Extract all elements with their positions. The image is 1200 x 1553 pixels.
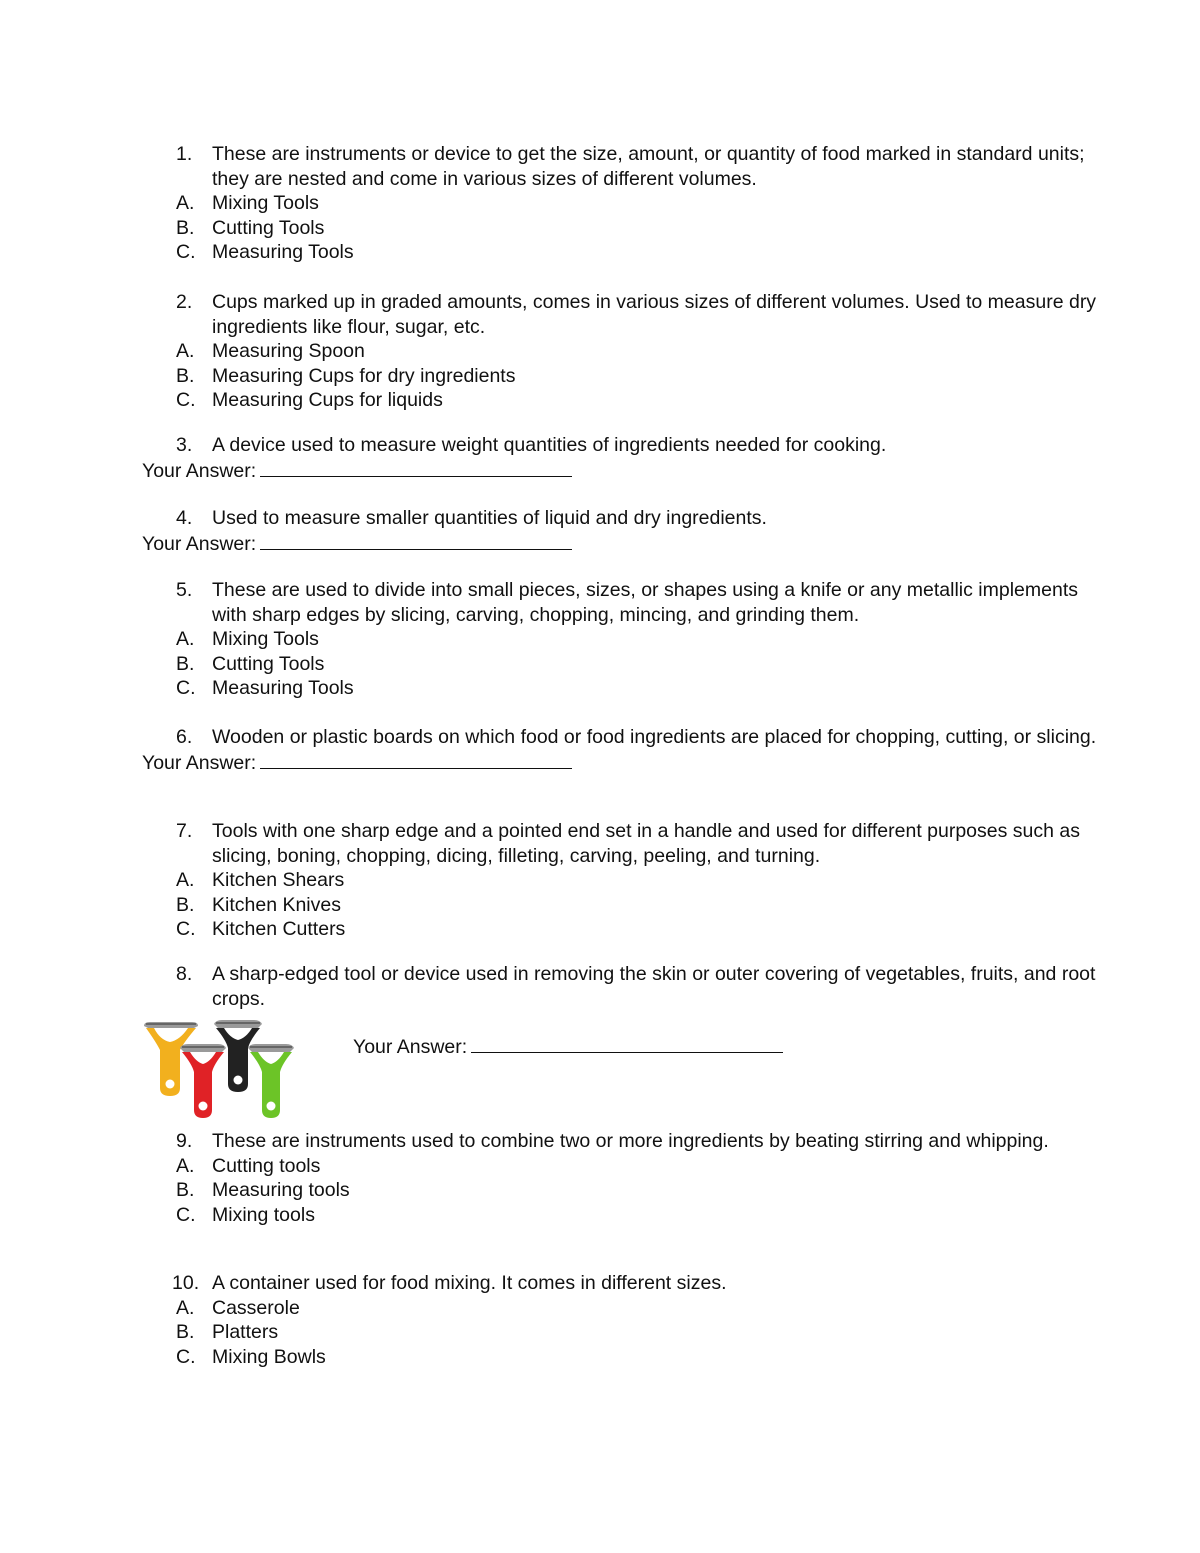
question-2-stem bbox=[140, 290, 1100, 339]
question-10 bbox=[140, 1271, 1100, 1369]
answer-blank[interactable] bbox=[260, 458, 572, 477]
question-6 bbox=[140, 725, 1100, 775]
question-text: A container used for food mixing. It comes in different sizes. bbox=[212, 1272, 727, 1294]
option-c[interactable] bbox=[140, 1203, 1100, 1228]
option-text: Kitchen Cutters bbox=[212, 918, 346, 940]
question-10-stem bbox=[140, 1271, 1100, 1296]
answer-label: Your Answer: bbox=[142, 459, 257, 482]
question-4 bbox=[140, 506, 1100, 556]
question-3 bbox=[140, 433, 1100, 483]
question-5 bbox=[140, 578, 1100, 701]
option-letter: C. bbox=[176, 918, 196, 940]
option-letter: B. bbox=[176, 1179, 195, 1201]
option-c[interactable] bbox=[140, 1345, 1100, 1370]
option-c[interactable] bbox=[140, 676, 1100, 701]
question-2 bbox=[140, 290, 1100, 413]
question-number: 1. bbox=[176, 143, 193, 165]
option-text: Cutting tools bbox=[212, 1154, 321, 1177]
question-8 bbox=[140, 962, 1100, 1011]
option-text: Measuring Cups for dry ingredients bbox=[212, 364, 516, 387]
option-text: Measuring tools bbox=[212, 1179, 350, 1201]
option-c[interactable] bbox=[140, 388, 1100, 413]
answer-label: Your Answer: bbox=[142, 751, 257, 774]
option-b[interactable] bbox=[140, 216, 1100, 241]
question-text: These are instruments used to combine two or more ingredients by beating stirring and whipping. bbox=[212, 1130, 1049, 1152]
option-text: Cutting Tools bbox=[212, 652, 325, 675]
option-text: Mixing Tools bbox=[212, 192, 319, 214]
option-letter: C. bbox=[176, 1345, 196, 1368]
question-7 bbox=[140, 819, 1100, 942]
option-c[interactable] bbox=[140, 917, 1100, 942]
question-4-stem bbox=[140, 506, 1100, 531]
option-text: Measuring Cups for liquids bbox=[212, 389, 443, 411]
question-number: 5. bbox=[176, 579, 193, 601]
question-3-stem bbox=[140, 433, 1100, 458]
option-letter: C. bbox=[176, 1203, 196, 1226]
question-text: Cups marked up in graded amounts, comes in various sizes of different volumes. Used to measure dry ingredients like flour, sugar, etc. bbox=[212, 291, 1097, 338]
answer-line bbox=[140, 458, 1100, 484]
question-1 bbox=[140, 142, 1100, 265]
question-number: 2. bbox=[176, 291, 193, 313]
option-text: Kitchen Knives bbox=[212, 893, 341, 916]
option-letter: B. bbox=[176, 216, 195, 239]
question-text: A sharp-edged tool or device used in removing the skin or outer covering of vegetables, fruits, and root crops. bbox=[212, 963, 1096, 1010]
option-letter: A. bbox=[176, 340, 195, 362]
option-letter: A. bbox=[176, 192, 195, 214]
option-text: Cutting Tools bbox=[212, 216, 325, 239]
answer-label: Your Answer: bbox=[142, 532, 257, 555]
option-a[interactable] bbox=[140, 1296, 1100, 1321]
option-letter: C. bbox=[176, 389, 196, 411]
option-b[interactable] bbox=[140, 652, 1100, 677]
question-number: 7. bbox=[176, 820, 193, 842]
question-5-stem bbox=[140, 578, 1100, 627]
question-number: 3. bbox=[176, 434, 193, 456]
answer-blank[interactable] bbox=[260, 531, 572, 550]
option-letter: B. bbox=[176, 652, 195, 675]
question-8-answer-line bbox=[353, 1034, 783, 1060]
option-letter: A. bbox=[176, 869, 195, 891]
option-a[interactable] bbox=[140, 868, 1100, 893]
question-1-stem bbox=[140, 142, 1100, 191]
red-peeler-icon bbox=[180, 1044, 226, 1118]
option-text: Measuring Spoon bbox=[212, 340, 365, 362]
option-letter: A. bbox=[176, 1154, 195, 1177]
option-text: Platters bbox=[212, 1321, 279, 1343]
option-text: Mixing tools bbox=[212, 1203, 315, 1226]
option-b[interactable] bbox=[140, 893, 1100, 918]
option-text: Mixing Tools bbox=[212, 628, 319, 650]
option-text: Mixing Bowls bbox=[212, 1345, 326, 1368]
question-text: Used to measure smaller quantities of liquid and dry ingredients. bbox=[212, 507, 767, 529]
question-9 bbox=[140, 1129, 1100, 1227]
option-b[interactable] bbox=[140, 364, 1100, 389]
answer-blank[interactable] bbox=[260, 750, 572, 769]
answer-line bbox=[140, 750, 1100, 776]
question-7-stem bbox=[140, 819, 1100, 868]
answer-label: Your Answer: bbox=[353, 1036, 468, 1058]
question-number: 6. bbox=[176, 726, 193, 748]
question-number: 9. bbox=[176, 1130, 193, 1152]
question-text: Tools with one sharp edge and a pointed end set in a handle and used for different purposes such as slicing, boning, chopping, dicing, filleting, carving, peeling, and turning. bbox=[212, 820, 1080, 867]
option-a[interactable] bbox=[140, 339, 1100, 364]
question-text: These are used to divide into small pieces, sizes, or shapes using a knife or any metallic implements with sharp edges by slicing, carving, chopping, mincing, and grinding them. bbox=[212, 579, 1078, 626]
question-9-stem bbox=[140, 1129, 1100, 1154]
question-number: 8. bbox=[176, 963, 193, 985]
option-letter: B. bbox=[176, 1321, 195, 1343]
question-text: Wooden or plastic boards on which food or food ingredients are placed for chopping, cutting, or slicing. bbox=[212, 726, 1097, 748]
question-number: 4. bbox=[176, 507, 193, 529]
option-a[interactable] bbox=[140, 1154, 1100, 1179]
option-c[interactable] bbox=[140, 240, 1100, 265]
question-number: 10. bbox=[172, 1272, 200, 1294]
option-letter: C. bbox=[176, 677, 196, 699]
option-b[interactable] bbox=[140, 1320, 1100, 1345]
answer-line bbox=[140, 531, 1100, 557]
option-b[interactable] bbox=[140, 1178, 1100, 1203]
option-letter: B. bbox=[176, 364, 195, 387]
option-letter: A. bbox=[176, 628, 195, 650]
option-letter: B. bbox=[176, 893, 195, 916]
option-text: Measuring Tools bbox=[212, 241, 354, 263]
green-peeler-icon bbox=[248, 1044, 294, 1118]
option-text: Measuring Tools bbox=[212, 677, 354, 699]
question-8-stem bbox=[140, 962, 1100, 1011]
option-a[interactable] bbox=[140, 627, 1100, 652]
question-6-stem bbox=[140, 725, 1100, 750]
question-text: A device used to measure weight quantities of ingredients needed for cooking. bbox=[212, 434, 887, 456]
option-letter: A. bbox=[176, 1296, 195, 1319]
option-a[interactable] bbox=[140, 191, 1100, 216]
vegetable-peelers-image bbox=[140, 1018, 305, 1123]
option-text: Kitchen Shears bbox=[212, 869, 345, 891]
option-text: Casserole bbox=[212, 1296, 300, 1319]
option-letter: C. bbox=[176, 241, 196, 263]
answer-blank[interactable] bbox=[471, 1034, 783, 1053]
question-text: These are instruments or device to get the size, amount, or quantity of food marked in standard units; they are nested and come in various sizes of different volumes. bbox=[212, 143, 1085, 190]
